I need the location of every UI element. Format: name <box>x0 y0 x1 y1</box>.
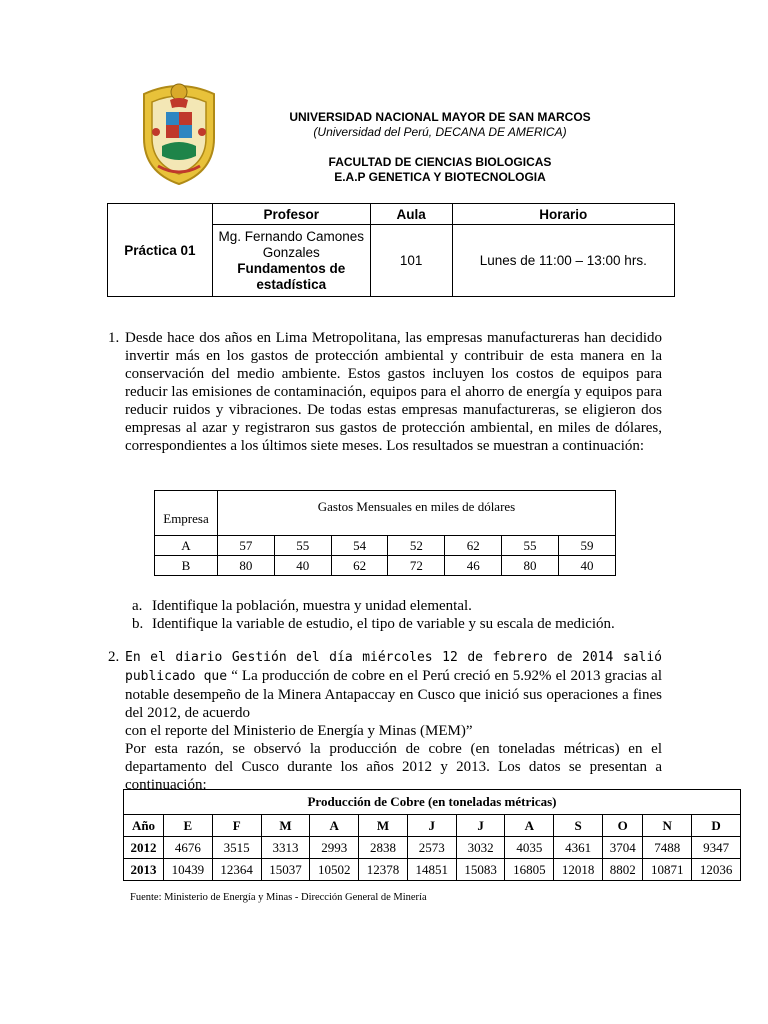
value-cell: 52 <box>388 536 445 556</box>
value-cell: 9347 <box>692 837 741 859</box>
value-cell: 8802 <box>603 859 643 881</box>
header-month: J <box>456 815 505 837</box>
header-month: M <box>261 815 310 837</box>
value-cell: 12378 <box>359 859 408 881</box>
header-month: S <box>554 815 603 837</box>
value-cell: 3313 <box>261 837 310 859</box>
value-cell: 7488 <box>643 837 692 859</box>
item-label: a. <box>132 598 143 614</box>
copper-production-table <box>123 789 741 881</box>
header-month: N <box>643 815 692 837</box>
question-1-item-a <box>132 597 472 615</box>
professor-cell <box>212 225 370 297</box>
question-1 <box>108 329 662 455</box>
university-seal-logo <box>136 76 222 186</box>
header-month: F <box>212 815 261 837</box>
document-header <box>230 110 650 185</box>
value-cell: 80 <box>502 556 559 576</box>
course-name: Fundamentos de estadística <box>237 260 346 292</box>
faculty-name: FACULTAD DE CIENCIAS BIOLOGICAS <box>328 155 552 169</box>
value-cell: 2573 <box>407 837 456 859</box>
year-cell: 2013 <box>124 859 164 881</box>
value-cell: 3704 <box>603 837 643 859</box>
school-name: E.A.P GENETICA Y BIOTECNOLOGIA <box>334 170 546 184</box>
item-label: b. <box>132 616 144 632</box>
header-year: Año <box>124 815 164 837</box>
value-cell: 62 <box>445 536 502 556</box>
university-name: UNIVERSIDAD NACIONAL MAYOR DE SAN MARCOS <box>289 110 591 124</box>
value-cell: 12364 <box>212 859 261 881</box>
question-text-source: con el reporte del Ministerio de Energía y Minas (MEM)” <box>125 723 473 739</box>
value-cell: 55 <box>274 536 331 556</box>
table-row <box>124 837 741 859</box>
value-cell: 57 <box>218 536 275 556</box>
header-month: A <box>505 815 554 837</box>
header-month: D <box>692 815 741 837</box>
table-row <box>155 556 616 576</box>
value-cell: 40 <box>558 556 615 576</box>
value-cell: 62 <box>331 556 388 576</box>
header-month: M <box>359 815 408 837</box>
item-text: Identifique la población, muestra y unidad elemental. <box>152 598 472 614</box>
value-cell: 55 <box>502 536 559 556</box>
table-row <box>155 536 616 556</box>
header-room: Aula <box>370 204 452 225</box>
company-cell: A <box>155 536 218 556</box>
value-cell: 4361 <box>554 837 603 859</box>
value-cell: 12036 <box>692 859 741 881</box>
value-cell: 14851 <box>407 859 456 881</box>
value-cell: 15083 <box>456 859 505 881</box>
value-cell: 59 <box>558 536 615 556</box>
value-cell: 40 <box>274 556 331 576</box>
value-cell: 3032 <box>456 837 505 859</box>
question-text: Desde hace dos años en Lima Metropolitana, las empresas manufactureras han decidido invertir más en los gastos de protección ambiental y contribuir de esta manera en la conservación del medio ambiente. Estos gastos incluyen los costos de equipos para reducir las emisiones de contaminación, equipos para el ahorro de energía y equipos para reducir ruidos y vibraciones. De todas estas empresas manufactureras, se eligieron dos empresas al azar y registraron sus gastos de protección ambiental, en miles de dólares, correspondientes a los últimos siete meses. Los resultados se muestran a continuación: <box>125 330 662 454</box>
year-cell: 2012 <box>124 837 164 859</box>
value-cell: 54 <box>331 536 388 556</box>
value-cell: 15037 <box>261 859 310 881</box>
question-text-intro: En el diario Gestión del día miércoles 12 de febrero de 2014 salió publicado que <box>125 650 662 684</box>
value-cell: 2993 <box>310 837 359 859</box>
question-1-item-b <box>132 615 615 633</box>
value-cell: 16805 <box>505 859 554 881</box>
question-number: 1. <box>108 330 120 346</box>
professor-name: Mg. Fernando Camones Gonzales <box>218 228 365 260</box>
question-text-quote: “ La producción de cobre en el Perú creció en 5.92% el 2013 gracias al notable desempeño de la Minera Antapaccay en Cusco que inició sus operaciones a fines del 2012, de acuerdo <box>125 668 662 721</box>
table-title: Producción de Cobre (en toneladas métricas) <box>124 790 741 815</box>
header-month: J <box>407 815 456 837</box>
value-cell: 72 <box>388 556 445 576</box>
table-header-row <box>124 815 741 837</box>
value-cell: 2838 <box>359 837 408 859</box>
header-expenses: Gastos Mensuales en miles de dólares <box>218 491 616 536</box>
value-cell: 4676 <box>164 837 213 859</box>
expenses-table <box>154 490 616 576</box>
schedule-value: Lunes de 11:00 – 13:00 hrs. <box>452 225 674 297</box>
value-cell: 10439 <box>164 859 213 881</box>
value-cell: 4035 <box>505 837 554 859</box>
header-company: Empresa <box>155 491 218 536</box>
question-text-body: Por esta razón, se observó la producción de cobre (en toneladas métricas) en el departamento del Cusco durante los años 2012 y 2013. Los datos se presentan a continuación: <box>125 741 662 793</box>
value-cell: 10871 <box>643 859 692 881</box>
practice-label: Práctica 01 <box>108 204 213 297</box>
question-number: 2. <box>108 649 120 665</box>
room-number: 101 <box>370 225 452 297</box>
header-professor: Profesor <box>212 204 370 225</box>
university-subtitle: (Universidad del Perú, DECANA DE AMERICA) <box>313 125 567 139</box>
table-row <box>124 859 741 881</box>
value-cell: 10502 <box>310 859 359 881</box>
value-cell: 46 <box>445 556 502 576</box>
course-info-table <box>107 203 675 297</box>
item-text: Identifique la variable de estudio, el tipo de variable y su escala de medición. <box>152 616 615 632</box>
question-2 <box>108 648 662 794</box>
header-month: A <box>310 815 359 837</box>
header-month: E <box>164 815 213 837</box>
source-note: Fuente: Ministerio de Energía y Minas - Dirección General de Minería <box>130 892 427 903</box>
header-schedule: Horario <box>452 204 674 225</box>
value-cell: 80 <box>218 556 275 576</box>
company-cell: B <box>155 556 218 576</box>
value-cell: 3515 <box>212 837 261 859</box>
value-cell: 12018 <box>554 859 603 881</box>
header-month: O <box>603 815 643 837</box>
